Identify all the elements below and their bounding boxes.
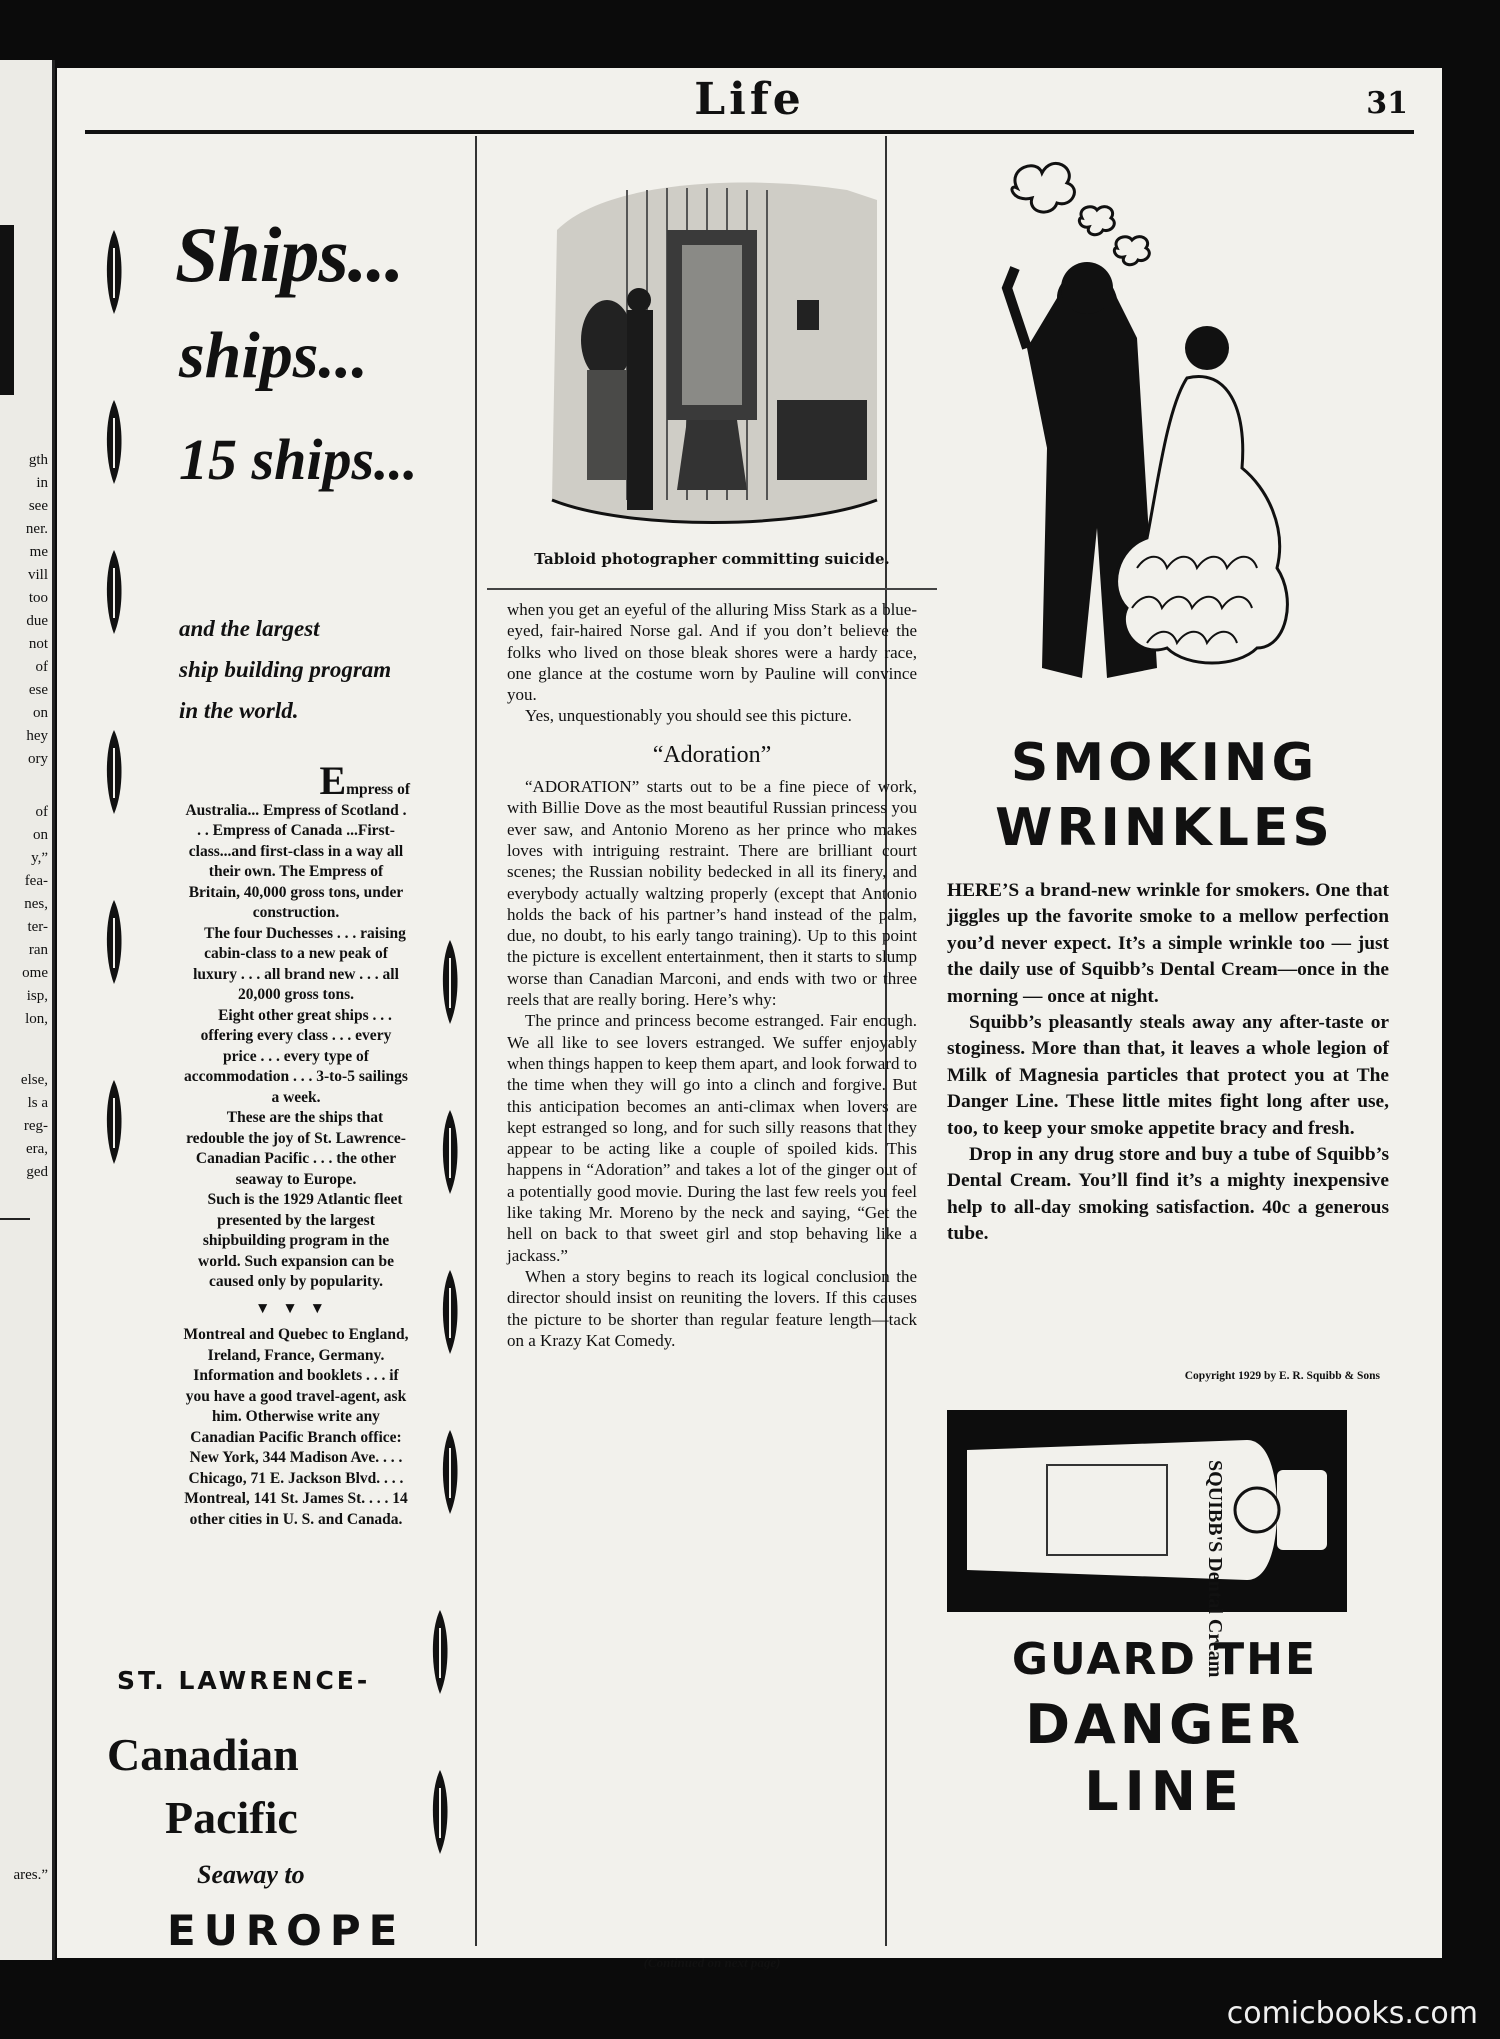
tube-graphic — [947, 1410, 1347, 1612]
review-heading: “Adoration” — [652, 741, 772, 768]
arrow-ornament: ▼▼▼ — [254, 1299, 338, 1317]
headline-ships-2: ships... — [179, 319, 368, 392]
cartoon-caption: Tabloid photographer committing suicide. — [534, 550, 890, 568]
review-paragraph: Yes, unquestionably you should see this picture. — [525, 706, 852, 726]
canadian-pacific-ad — [87, 148, 502, 1955]
section-rule — [487, 588, 937, 590]
ship-icon — [101, 1078, 127, 1166]
left-page-fragment: reg- — [23, 1118, 48, 1134]
ad-tagline — [179, 608, 479, 731]
magazine-page — [57, 68, 1442, 1970]
pacific-label: Pacific — [165, 1792, 298, 1843]
smoking-couple-illustration — [987, 148, 1327, 728]
left-page-rule — [0, 1218, 30, 1220]
line-label: LINE — [1084, 1760, 1245, 1823]
left-page-fragment: see — [28, 498, 48, 514]
ship-icon — [437, 1428, 463, 1516]
left-page-fragment: nes, — [24, 896, 48, 912]
left-page-fragment: on — [33, 827, 48, 843]
tube-label: SQUIBB'S Dental Cream — [1204, 1460, 1226, 1678]
tagline-line: in the world. — [179, 698, 299, 723]
left-page-fragment: ory — [28, 751, 48, 767]
ship-icon — [101, 728, 127, 816]
tagline-line: ship building program — [179, 657, 392, 682]
review-paragraph: “ADORATION” starts out to be a fine piece of work, with Billie Dove as the most beautiful Russian princess you ever saw, and Antonio Moreno as her prince who makes loves with intriguing restraint. There are brilliant court scenes; the Russian nobility bedecked in all its finery, and everybody actually waltzing properly (except that Antonio holds the back of his partner’s hand instead of the palm, due, no doubt, to his early tango training). Up to this point the picture is excellent entertainment, then it starts to slump worse than Canadian Marconi, and ends with two or three reels that are really boring. Here’s why: — [507, 777, 917, 1010]
ad-paragraph: The four Duchesses . . . raising cabin-class to a new peak of luxury . . . all brand new . . . all 20,000 gross tons. — [193, 924, 406, 1003]
ship-icon — [437, 938, 463, 1026]
left-page-edge — [0, 60, 55, 1960]
left-page-fragment: on — [33, 705, 48, 721]
left-page-fragment: in — [36, 475, 48, 491]
guard-the-label: GUARD THE — [1011, 1634, 1318, 1685]
review-text — [507, 599, 917, 1351]
left-page-fragment: ged — [26, 1164, 48, 1180]
ship-icon — [101, 398, 127, 486]
headline-ships: Ships... — [175, 211, 404, 298]
left-page-fragment: lon, — [25, 1011, 48, 1027]
smoking-headline: SMOKING — [1010, 733, 1319, 793]
ship-icon — [427, 1608, 453, 1696]
copyright-line: Copyright 1929 by E. R. Squibb & Sons — [1184, 1370, 1380, 1382]
ad-first-line — [182, 758, 410, 803]
left-page-fragment: vill — [27, 567, 48, 583]
ship-icon — [101, 228, 127, 316]
left-page-fragment: era, — [25, 1141, 48, 1157]
squibb-paragraph: HERE’S a brand-new wrinkle for smokers. One that jiggles up the favorite smoke to a mellow perfection you’d never expect. It’s a simple wrinkle too — just the daily use of Squibb’s Dental Cream—once in the morning — once at night. — [947, 880, 1389, 1007]
left-page-fragment: of — [35, 659, 48, 675]
left-page-fragment: me — [29, 544, 48, 560]
page-number: 31 — [1366, 86, 1408, 121]
left-page-fragment: y,” — [31, 850, 48, 866]
left-page-fragment: due — [26, 613, 48, 629]
page-header — [85, 74, 1414, 134]
left-page-fragment: too — [28, 590, 48, 606]
squibb-paragraph: Drop in any drug store and buy a tube of Squibb’s Dental Cream. You’ll find it’s a mighty inexpensive help to all-day smoking satisfaction. 40c a generous tube. — [947, 1144, 1389, 1245]
ship-icon — [427, 1768, 453, 1856]
left-page-fragment: ese — [28, 682, 48, 698]
left-page-fragment: ner. — [25, 521, 48, 537]
review-paragraph: when you get an eyeful of the alluring Miss Stark as a blue-eyed, fair-haired Norse gal. And if you don’t believe the folks who lived on those bleak shores were a hardy race, one glance at the costume worn by Pauline will convince you. — [507, 600, 917, 705]
tagline-line: and the largest — [179, 616, 320, 641]
ship-icon — [101, 548, 127, 636]
squibb-ad — [907, 148, 1422, 1948]
left-page-fragment: ome — [22, 965, 48, 981]
left-page-fragment: ran — [28, 942, 48, 958]
review-paragraph: The prince and princess become estranged. Fair enough. We all like to see lovers estranged. We suffer enjoyably when things happen to keep them apart, and look forward to the time when they will go into a clinch and forgive. But this anticipation becomes an anti-climax when lovers are kept estranged so long, and for such silly reasons that they appear to be acting like a couple of spoiled kids. This happens in “Adoration” and takes a lot of the ginger out of a potentially good movie. During the last few reels you feel like taking Mr. Moreno by the neck and saying, “Get the hell on back to that sweet girl and stop behaving like a jackass.” — [507, 1011, 917, 1265]
watermark: comicbooks.com — [1226, 1996, 1478, 2031]
canadian-label: Canadian — [107, 1729, 299, 1780]
left-page-fragment: ls a — [27, 1095, 48, 1111]
ad-text: mpress of — [346, 781, 410, 798]
ad-body-copy — [182, 758, 410, 1530]
cartoon-illustration — [547, 170, 882, 535]
headline-15-ships: 15 ships... — [179, 427, 418, 492]
danger-label: DANGER — [1025, 1693, 1304, 1756]
ad-paragraph: Such is the 1929 Atlantic fleet presented by the largest shipbuilding program in the world. Such expansion can be caused only by popularity. — [198, 1191, 403, 1290]
st-lawrence-label: ST. LAWRENCE- — [117, 1666, 371, 1695]
left-page-fragment: gth — [28, 452, 48, 468]
left-page-fragment: not — [28, 636, 48, 652]
continued-note: (Continued on next page) — [643, 1955, 781, 1970]
ship-icon — [437, 1108, 463, 1196]
drop-cap: E — [319, 758, 347, 803]
left-page-fragment: hey — [26, 728, 48, 744]
left-page-fragment: ares.” — [13, 1867, 48, 1883]
left-page-fragment: else, — [20, 1072, 48, 1088]
ad-paragraph: Australia... Empress of Scotland . . . Empress of Canada ...First-class...and first-class in a way all their own. The Empress of Britain, 40,000 gross tons, under construction. — [185, 801, 407, 921]
ad-paragraph: Montreal and Quebec to England, Ireland, France, Germany. Information and booklets . . . if you have a good travel-agent, ask him. Otherwise write any Canadian Pacific Branch office: New York, 344 Madison Ave. . . . Chicago, 71 E. Jackson Blvd. . . . Montreal, 141 St. James St. . . . 14 other cities in U. S. and Canada. — [183, 1326, 409, 1528]
ship-icon — [101, 898, 127, 986]
ad-paragraph: These are the ships that redouble the joy of St. Lawrence-Canadian Pacific . . . the other seaway to Europe. — [186, 1109, 406, 1188]
ship-icon — [437, 1268, 463, 1356]
masthead: Life — [694, 74, 805, 125]
left-page-fragment: isp, — [26, 988, 48, 1004]
left-page-fragment: of — [35, 804, 48, 820]
review-paragraph: When a story begins to reach its logical conclusion the director should insist on reuniting the lovers. If this causes the picture to be shorter than regular feature length—tack on a Krazy Kat Comedy. — [507, 1266, 917, 1350]
squibb-paragraph: Squibb’s pleasantly steals away any after-taste or stoginess. More than that, it leaves a whole legion of Milk of Magnesia particles that protect you at The Danger Line. These little mites fight long after use, too, to keep your smoke appetite bracy and fresh. — [947, 1012, 1389, 1139]
left-page-fragment: fea- — [24, 873, 48, 889]
movie-review-column — [487, 148, 937, 1970]
left-page-image-block — [0, 225, 14, 395]
left-page-fragment: ter- — [27, 919, 48, 935]
ad-paragraph: Eight other great ships . . . offering every class . . . every price . . . every type of accommodation . . . 3-to-5 sailings a week. — [184, 1006, 408, 1106]
wrinkles-headline: WRINKLES — [995, 798, 1334, 858]
seaway-label: Seaway to — [197, 1860, 305, 1889]
europe-label: EUROPE — [167, 1906, 406, 1955]
squibb-body-copy — [947, 878, 1389, 1248]
